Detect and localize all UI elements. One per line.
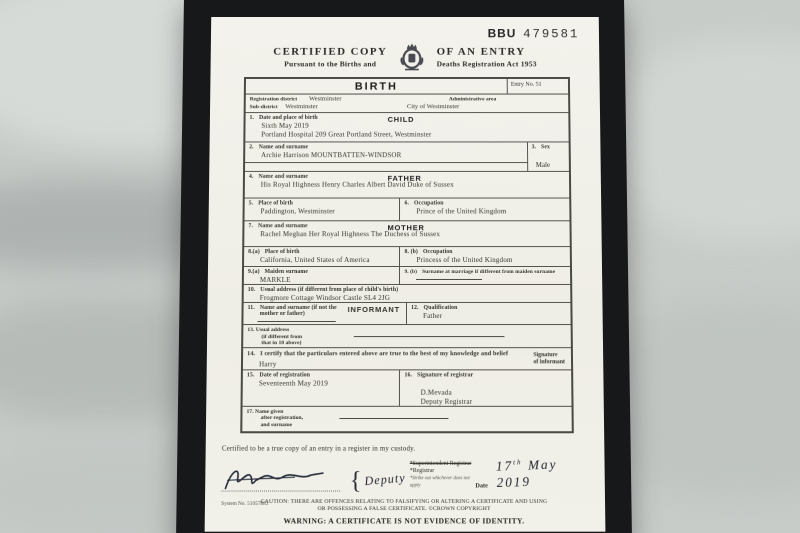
field-8b-number: 8. (b) xyxy=(404,249,418,256)
field-1-value-date: Sixth May 2019 xyxy=(261,121,309,130)
field-4-label: Name and surname xyxy=(258,173,309,180)
field-6-number: 6. xyxy=(404,200,410,207)
row-fields-5-6 xyxy=(244,199,569,222)
section-informant: INFORMANT xyxy=(347,304,400,314)
signature-of-informant-label xyxy=(533,352,565,366)
field-8a-value: California, United States of America xyxy=(260,256,370,265)
deputy-handwritten: Deputy xyxy=(363,470,407,489)
strike-out-note: *Strike out whichever does not apply xyxy=(409,476,470,489)
field-2-value: Archie Harrison MOUNTBATTEN-WINDSOR xyxy=(261,151,402,160)
field-2-label: Name and surname xyxy=(258,144,309,151)
field-8b-cell xyxy=(400,247,570,266)
field-5-cell xyxy=(245,199,401,221)
field-13-blank-line xyxy=(354,336,505,337)
field-8a-number: 8.(a) xyxy=(248,249,260,256)
field-17-label-line2: after registration, xyxy=(260,415,304,422)
superintendent-registrar-struck: *Superintendent Registrar xyxy=(409,460,472,467)
field-17-label-line3: and surname xyxy=(260,422,293,429)
registration-district-label: Registration district xyxy=(249,96,298,103)
field-11-number: 11. xyxy=(247,304,255,311)
field-12-number: 12. xyxy=(411,304,419,311)
registration-district-value: Westminster xyxy=(309,95,342,103)
field-17-label-line1: Name given xyxy=(254,408,284,415)
date-suffix: th xyxy=(512,458,523,467)
signature-label-line1: Signature xyxy=(533,351,558,359)
field-9b-blank-line xyxy=(416,279,482,280)
warning-statement: WARNING: A CERTIFICATE IS NOT EVIDENCE OF IDENTITY. xyxy=(283,516,525,526)
field-15-cell xyxy=(243,370,401,405)
date-block xyxy=(475,457,586,492)
header-left xyxy=(273,45,387,67)
date-label: Date xyxy=(475,482,488,490)
serial-prefix: BBU xyxy=(487,26,517,41)
header-right xyxy=(437,45,537,67)
field-5-number: 5. xyxy=(248,200,254,207)
certification-footer xyxy=(221,446,587,526)
field-3-value: Male xyxy=(535,161,551,169)
row-fields-15-16 xyxy=(243,370,572,406)
field-2-number: 2. xyxy=(249,144,254,151)
section-child: CHILD xyxy=(387,115,415,124)
field-10-value: Frogmore Cottage Windsor Castle SL4 2JG xyxy=(259,293,391,302)
signature-row xyxy=(221,455,586,495)
sub-district-label: Sub-district xyxy=(249,104,278,111)
field-9a-number: 9.(a) xyxy=(247,268,260,275)
system-number: System No. 51057883 xyxy=(221,501,269,507)
date-handwritten xyxy=(495,455,587,491)
field-6-label: Occupation xyxy=(413,200,444,207)
row-fields-11-12 xyxy=(243,303,570,325)
field-11-blank-line xyxy=(257,321,335,322)
birth-heading: BIRTH xyxy=(354,80,398,93)
field-5-label: Place of birth xyxy=(258,200,293,207)
serial-number xyxy=(488,27,580,41)
row-field-4 xyxy=(245,172,570,199)
section-father: FATHER xyxy=(387,173,422,183)
field-17-blank-line xyxy=(339,418,448,419)
row-field-13 xyxy=(243,325,571,348)
registrar-label: *Registrar xyxy=(409,467,435,475)
field-6-value: Prince of the United Kingdom xyxy=(416,207,507,216)
field-16-number: 16. xyxy=(404,372,413,379)
field-16-registrar-title: Deputy Registrar xyxy=(420,397,473,406)
field-10-label: Usual address (if different from place of child's birth) xyxy=(260,286,399,293)
field-3-label: Sex xyxy=(541,144,551,151)
field-9a-label: Maiden surname xyxy=(264,268,309,275)
caution-line1: CAUTION: THERE ARE OFFENCES RELATING TO FALSIFYING OR ALTERING A CERTIFICATE AND USING xyxy=(260,498,548,505)
field-14-value: Harry xyxy=(259,360,277,369)
field-10-number: 10. xyxy=(247,286,256,293)
date-day: 17 xyxy=(495,457,514,474)
field-9b-label: Surname at marriage if different from maiden surname xyxy=(422,268,556,275)
row-field-17 xyxy=(242,407,571,431)
field-8a-label: Place of birth xyxy=(264,249,300,256)
signature-label-line2: of informant xyxy=(533,359,566,366)
row-fields-2-3 xyxy=(245,142,569,171)
registrar-role-labels xyxy=(410,461,476,490)
entry-table xyxy=(240,77,574,433)
field-3-cell xyxy=(527,142,569,170)
background-blur-shape xyxy=(620,40,800,240)
row-field-7 xyxy=(244,221,570,247)
field-16-cell xyxy=(400,370,571,405)
field-9b-cell xyxy=(400,267,570,284)
caution-line2: OR POSSESSING A FALSE CERTIFICATE. ©CROWN COPYRIGHT xyxy=(317,505,491,513)
certificate-header xyxy=(211,42,600,71)
field-12-cell xyxy=(407,303,571,324)
sub-district-value: Westminster xyxy=(285,103,318,111)
field-4-number: 4. xyxy=(248,173,254,180)
field-9a-value: MARKLE xyxy=(259,275,291,284)
field-8b-label: Occupation xyxy=(422,249,453,256)
section-mother: MOTHER xyxy=(387,223,425,233)
field-15-number: 15. xyxy=(246,372,255,379)
field-8a-cell xyxy=(244,247,400,266)
field-1-number: 1. xyxy=(249,115,255,121)
header-right-subtitle: Deaths Registration Act 1953 xyxy=(436,59,537,68)
field-9a-cell xyxy=(244,267,401,284)
field-17-number: 17. xyxy=(246,408,254,415)
entry-number-cell: Entry No. 51 xyxy=(507,79,568,94)
row-district xyxy=(246,95,569,114)
header-left-subtitle: Pursuant to the Births and xyxy=(284,59,377,68)
date-month-year: May 2019 xyxy=(496,456,558,491)
field-11-label: Name and surname (if not the mother or father) xyxy=(259,304,337,318)
field-14-number: 14. xyxy=(247,349,256,358)
field-1-value-place: Portland Hospital 209 Great Portland Street, Westminster xyxy=(261,130,432,139)
field-13-label-line2: (if different from xyxy=(261,333,303,340)
field-13-number: 13. xyxy=(247,327,255,334)
serial-digits: 479581 xyxy=(523,27,580,42)
field-14-label: I certify that the particulars entered above are true to the best of my knowledge and belief xyxy=(260,349,509,358)
registrar-signature xyxy=(221,464,349,495)
field-11-cell xyxy=(243,303,407,324)
field-16-label: Signature of registrar xyxy=(417,372,474,379)
field-13-label-line3: that in 10 above) xyxy=(261,340,302,347)
field-15-label: Date of registration xyxy=(259,372,311,379)
certified-copy-statement: Certified to be a true copy of an entry in a register in my custody. xyxy=(221,445,416,453)
field-6-cell xyxy=(400,199,569,221)
brace-glyph: { xyxy=(349,467,362,495)
field-9b-number: 9. (b) xyxy=(404,268,418,275)
field-15-value: Seventeenth May 2019 xyxy=(258,379,328,388)
field-7-label: Name and surname xyxy=(257,223,308,230)
field-8b-value: Princess of the United Kingdom xyxy=(416,256,513,265)
spacer xyxy=(245,163,527,171)
caution-block xyxy=(221,499,587,513)
row-field-14 xyxy=(243,348,571,370)
header-left-title: CERTIFIED COPY xyxy=(273,45,388,58)
royal-crest-icon xyxy=(399,42,425,71)
field-1-label: Date and place of birth xyxy=(258,115,318,121)
field-4-value: His Royal Highness Henry Charles Albert David Duke of Sussex xyxy=(260,180,454,189)
field-2-cell xyxy=(245,142,527,170)
field-12-value: Father xyxy=(423,311,443,321)
birth-certificate xyxy=(205,17,606,532)
field-13-label-line1: Usual address xyxy=(255,327,290,334)
field-5-value: Paddington, Westminster xyxy=(260,207,335,216)
field-16-registrar-name: D.Mevada xyxy=(420,388,452,397)
header-right-title: OF AN ENTRY xyxy=(436,45,526,58)
administrative-area-label: Administrative area xyxy=(448,96,497,103)
row-field-10 xyxy=(244,285,571,303)
row-fields-8a-8b xyxy=(244,247,570,267)
field-12-label: Qualification xyxy=(423,304,458,311)
registrar-signature-line xyxy=(221,465,339,492)
administrative-area-value: City of Westminster xyxy=(406,103,460,111)
row-fields-9a-9b xyxy=(244,267,570,285)
field-3-number: 3. xyxy=(531,144,537,151)
field-7-number: 7. xyxy=(248,223,254,230)
row-field-1 xyxy=(245,113,568,142)
certificate-mount xyxy=(176,0,632,533)
row-birth-title xyxy=(246,79,568,95)
field-7-value: Rachel Meghan Her Royal Highness The Duchess of Sussex xyxy=(260,230,441,239)
